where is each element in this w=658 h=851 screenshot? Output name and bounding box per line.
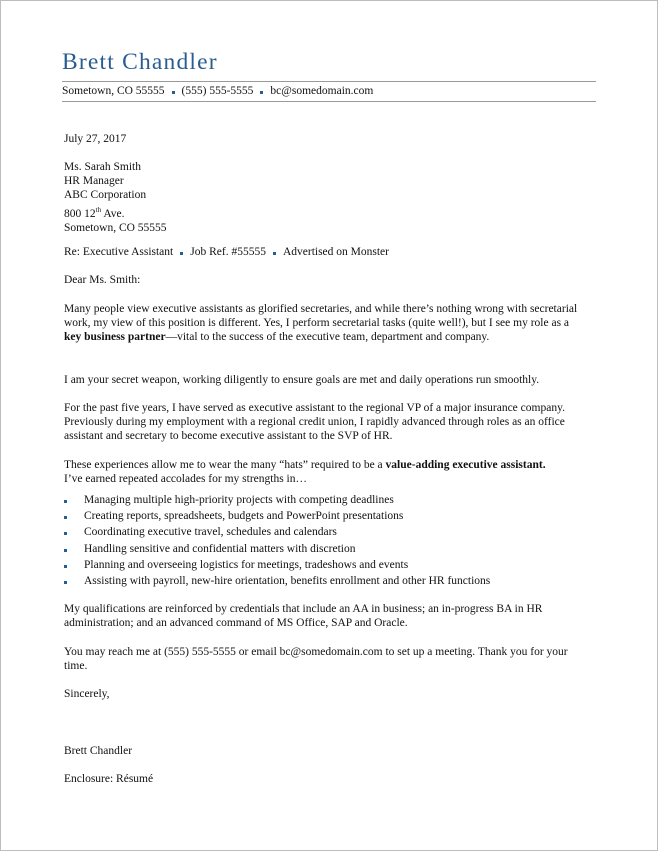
recipient-address <box>64 160 167 235</box>
re-job-ref: Job Ref. #55555 <box>190 246 266 258</box>
street-number: 800 12 <box>64 207 96 220</box>
bold-phrase: value-adding executive assistant. <box>385 459 546 471</box>
enclosure: Enclosure: Résumé <box>64 773 154 785</box>
strengths-list <box>64 493 490 590</box>
letter-date: July 27, 2017 <box>64 133 127 145</box>
header-rule-bottom <box>62 101 596 102</box>
bullet-square-icon <box>273 252 276 255</box>
paragraph-6: You may reach me at (555) 555-5555 or email bc@somedomain.com to set up a meeting. Thank you for your time. <box>64 646 568 673</box>
closing: Sincerely, <box>64 688 110 700</box>
recipient-name: Ms. Sarah Smith <box>64 161 141 173</box>
contact-email: bc@somedomain.com <box>270 85 374 97</box>
recipient-title: HR Manager <box>64 175 124 188</box>
list-item: Planning and overseeing logistics for meetings, tradeshows and events <box>64 558 490 574</box>
paragraph-1: Many people view executive assistants as glorified secretaries, and while there’s nothing wrong with secretarial work, my view of this position is different. Yes, I perform secretarial tasks (quite well!), but I see my role as a key business partner—vital to the success of the executive team, department and company. <box>64 303 578 344</box>
paragraph-4: These experiences allow me to wear the many “hats” required to be a value-adding executive assistant. I’ve earned repeated accolades for my strengths in… <box>64 459 546 486</box>
list-item: Creating reports, spreadsheets, budgets and PowerPoint presentations <box>64 509 490 525</box>
signature: Brett Chandler <box>64 745 133 757</box>
re-source: Advertised on Monster <box>282 246 389 258</box>
bullet-square-icon <box>64 532 67 535</box>
paragraph-3: For the past five years, I have served as executive assistant to the regional VP of a major insurance company. Previously during my employment with a regional credit union, I rapidly advanced through roles as an office assistant and secretary to become executive assistant to the SVP of HR. <box>64 402 565 443</box>
bullet-square-icon <box>180 252 183 255</box>
street-suffix: th <box>95 205 102 214</box>
contact-line <box>62 85 373 97</box>
paragraph-5: My qualifications are reinforced by credentials that include an AA in business; an in-progress BA in HR administration; and an advanced command of MS Office, SAP and Oracle. <box>64 603 543 630</box>
street-name: Ave. <box>101 207 125 220</box>
sender-name: Brett Chandler <box>62 49 218 75</box>
bullet-square-icon <box>64 565 67 568</box>
bullet-square-icon <box>260 91 263 94</box>
list-item: Managing multiple high-priority projects with competing deadlines <box>64 493 490 509</box>
contact-phone: (555) 555-5555 <box>181 85 254 97</box>
list-item: Coordinating executive travel, schedules and calendars <box>64 525 490 541</box>
contact-city: Sometown, CO 55555 <box>62 85 165 97</box>
bullet-square-icon <box>64 549 67 552</box>
bold-phrase: key business partner <box>64 331 166 344</box>
recipient-company: ABC Corporation <box>64 189 147 202</box>
re-line <box>64 245 389 259</box>
list-item: Assisting with payroll, new-hire orientation, benefits enrollment and other HR functions <box>64 574 490 590</box>
salutation: Dear Ms. Smith: <box>64 274 141 286</box>
re-subject: Re: Executive Assistant <box>64 246 174 258</box>
bullet-square-icon <box>64 500 67 503</box>
paragraph-2: I am your secret weapon, working diligently to ensure goals are met and daily operations run smoothly. <box>64 374 540 386</box>
bullet-square-icon <box>64 516 67 519</box>
bullet-square-icon <box>172 91 175 94</box>
header-rule-top <box>62 81 596 82</box>
recipient-city: Sometown, CO 55555 <box>64 221 167 234</box>
recipient-street <box>64 203 167 221</box>
bullet-square-icon <box>64 581 67 584</box>
list-item: Handling sensitive and confidential matters with discretion <box>64 542 490 558</box>
